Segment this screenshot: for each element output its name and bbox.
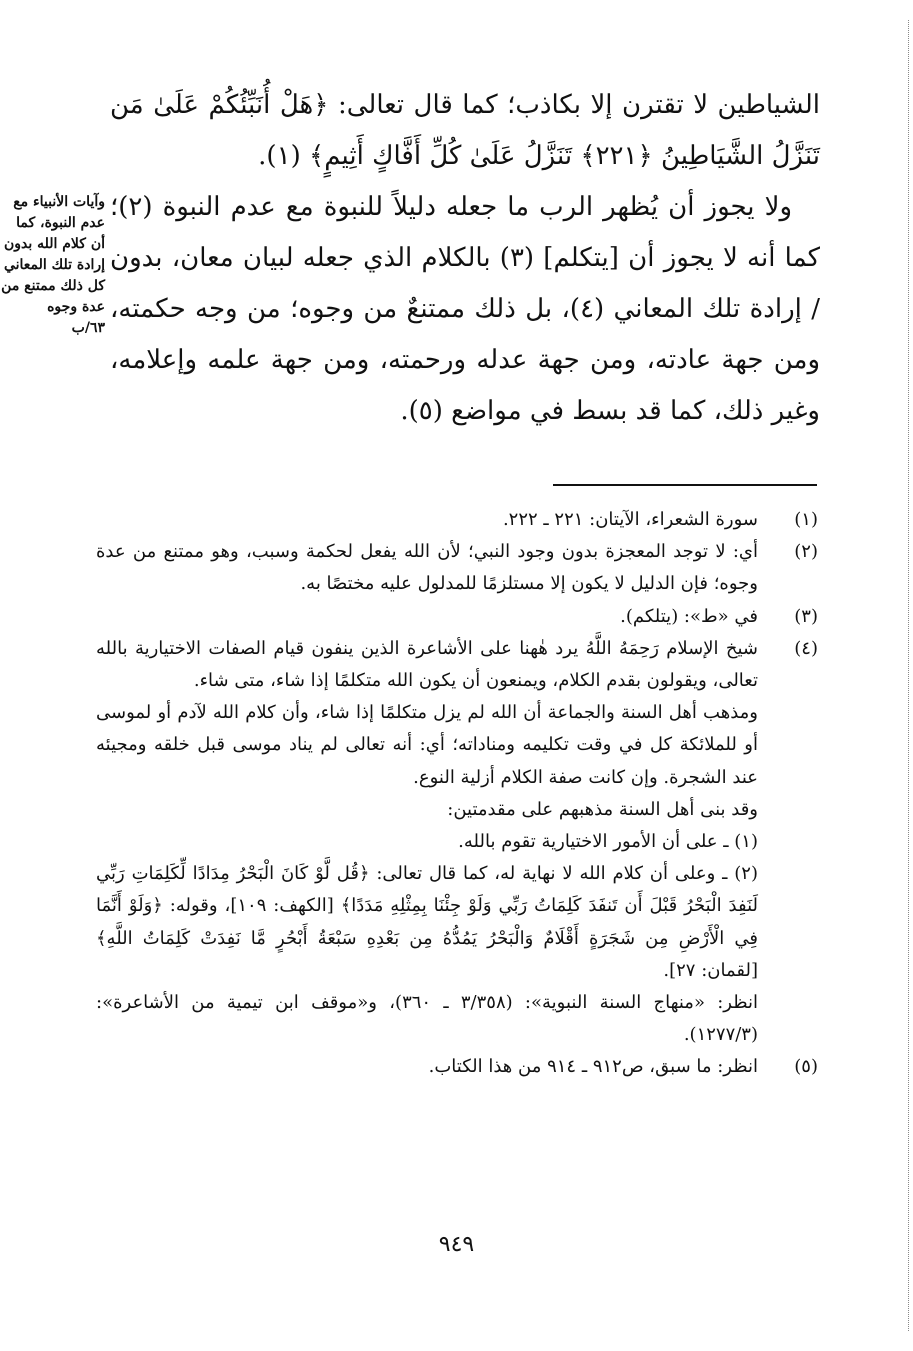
footnote-continuation: انظر: «منهاج السنة النبوية»: (٣/٣٥٨ ـ ٣٦٠)، و«موقف ابن تيمية من الأشاعرة»: (١٢٧٧/٣). [96, 992, 759, 1046]
footnote-5 [96, 1051, 818, 1083]
footnote-continuation: (١) ـ على أن الأمور الاختيارية تقوم بالله. [458, 831, 758, 853]
margin-note-text: وآيات الأنبياء مع عدم النبوة، كما أن كلام الله بدون إرادة تلك المعاني كل ذلك ممتنع من عدة وجوه [1, 194, 105, 315]
footnote-1 [96, 504, 818, 536]
footnote-text: انظر: ما سبق، ص٩١٢ ـ ٩١٤ من هذا الكتاب. [428, 1056, 758, 1078]
footnote-number: (٤) [794, 637, 818, 659]
footnote-number: (٣) [794, 605, 818, 627]
footnote-3 [96, 601, 818, 633]
main-paragraph-2: ولا يجوز أن يُظهر الرب ما جعله دليلاً للنبوة مع عدم النبوة (٢)؛ كما أنه لا يجوز أن [يتكلم] (٣) بالكلام الذي جعله لبيان معان، بدون / إرادة تلك المعاني (٤)، بل ذلك ممتنعٌ من وجوه؛ من وجه حكمته، ومن جهة عادته، ومن جهة عدله ورحمته، ومن جهة علمه وإعلامه، وغير ذلك، كما قد بسط في مواضع (٥). [110, 192, 820, 426]
footnote-body [96, 633, 758, 1052]
footnote-separator [553, 484, 817, 486]
footnote-number: (٥) [794, 1056, 818, 1078]
footnote-number: (١) [794, 509, 818, 530]
footnote-number: (٢) [794, 541, 818, 563]
page-number: ٩٤٩ [438, 1232, 475, 1257]
main-text [110, 80, 820, 437]
footnote-4 [96, 633, 818, 1052]
page-edge-dotted-line [908, 20, 909, 1331]
footnote-text: في «ط»: (يتلكم). [620, 605, 758, 627]
main-paragraph-1: الشياطين لا تقترن إلا بكاذب؛ كما قال تعالى: ﴿هَلْ أُنَبِّئُكُمْ عَلَىٰ مَن تَنَزَّلُ الشَّيَاطِينُ ﴿٢٢١﴾ تَنَزَّلُ عَلَىٰ كُلِّ أَفَّاكٍ أَثِيمٍ﴾ (١). [110, 90, 820, 171]
folio-marker: ٦٣/ب [71, 320, 105, 336]
footnotes [96, 504, 818, 1084]
footnote-continuation: (٢) ـ وعلى أن كلام الله لا نهاية له، كما قال تعالى: ﴿قُل لَّوْ كَانَ الْبَحْرُ مِدَادًا لِّكَلِمَاتِ رَبِّي لَنَفِدَ الْبَحْرُ قَبْلَ أَن تَنفَدَ كَلِمَاتُ رَبِّي وَلَوْ جِئْنَا بِمِثْلِهِ مَدَدًا﴾ [الكهف: ١٠٩]، وقوله: ﴿وَلَوْ أَنَّمَا فِي الْأَرْضِ مِن شَجَرَةٍ أَقْلَامٌ وَالْبَحْرُ يَمُدُّهُ مِن بَعْدِهِ سَبْعَةُ أَبْحُرٍ مَّا نَفِدَتْ كَلِمَاتُ اللَّهِ﴾ [لقمان: ٢٧]. [96, 863, 758, 981]
footnote-2 [96, 536, 818, 600]
footnote-continuation: وقد بنى أهل السنة مذهبهم على مقدمتين: [447, 798, 758, 820]
footnote-text: شيخ الإسلام رَحِمَهُ اللَّهُ يرد هٰهنا على الأشاعرة الذين ينفون قيام الصفات الاختيارية بالله تعالى، ويقولون بقدم الكلام، ويمنعون أن يكون الله متكلمًا إذا شاء، متى شاء. [96, 637, 758, 692]
footnote-text: أي: لا توجد المعجزة بدون وجود النبي؛ لأن الله يفعل لحكمة وسبب، وهو ممتنع من عدة وجوه؛ فإن الدليل لا يكون إلا مستلزمًا للمدلول عليه مختصًا به. [96, 541, 758, 595]
footnote-text: سورة الشعراء، الآيتان: ٢٢١ ـ ٢٢٢. [502, 509, 758, 530]
margin-note [0, 192, 105, 339]
footnote-continuation: ومذهب أهل السنة والجماعة أن الله لم يزل متكلمًا إذا شاء، وأن كلام الله لآدم أو لموسى أو للملائكة كل في وقت تكليمه ومناداته؛ أي: أنه تعالى لم يناد موسى قبل خلقه ومجيئه عند الشجرة. وإن كانت صفة الكلام أزلية النوع. [96, 702, 758, 788]
